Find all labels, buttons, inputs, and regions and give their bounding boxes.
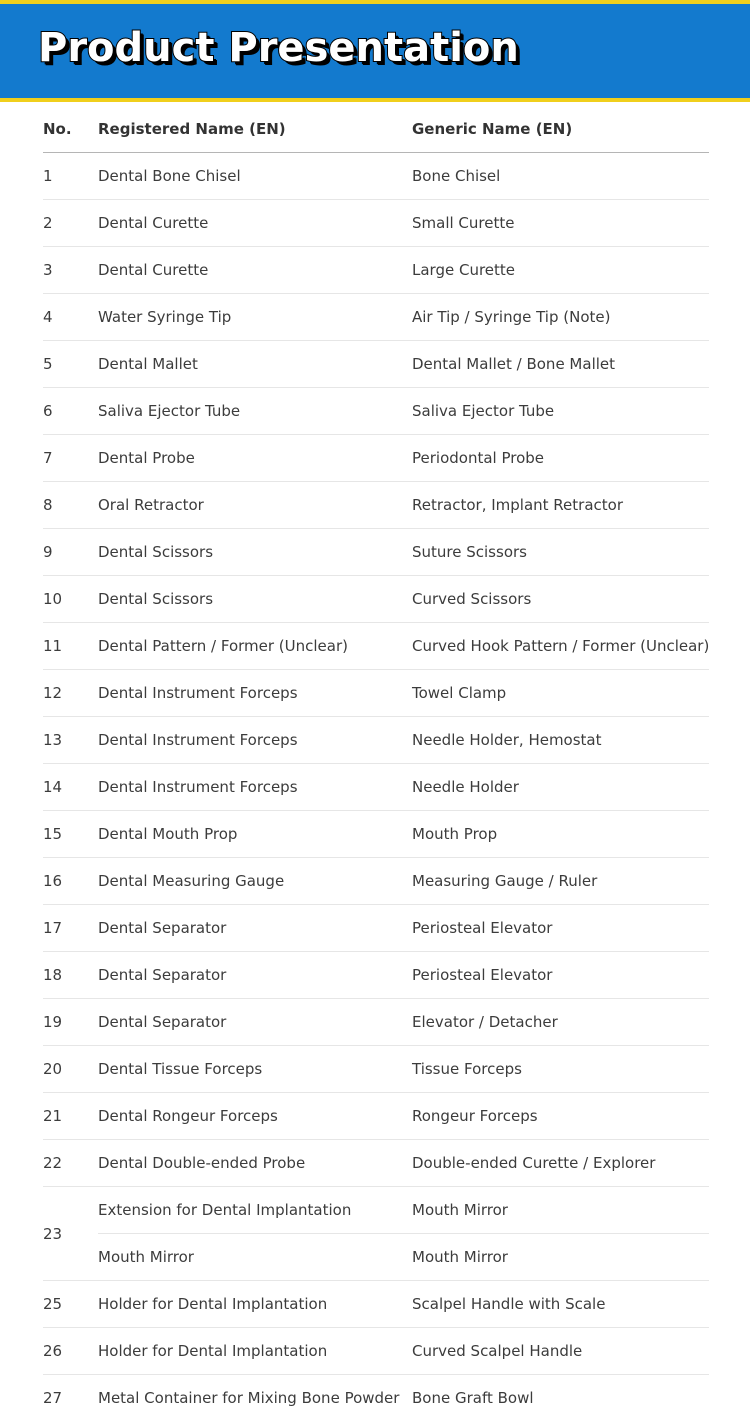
- row-number: 14: [43, 764, 98, 811]
- table-row: [43, 1281, 709, 1328]
- registered-name-cell: Dental Probe: [98, 435, 411, 482]
- table-row: [43, 200, 709, 247]
- table-row: [43, 388, 709, 435]
- registered-name-cell: Dental Scissors: [98, 576, 411, 623]
- registered-name-cell: Saliva Ejector Tube: [98, 388, 411, 435]
- registered-name-cell: Dental Scissors: [98, 529, 411, 576]
- table-row: [43, 999, 709, 1046]
- table-row: [43, 1187, 709, 1234]
- row-number: 3: [43, 247, 98, 294]
- row-number: 15: [43, 811, 98, 858]
- row-number: 5: [43, 341, 98, 388]
- registered-name-cell: Dental Mouth Prop: [98, 811, 411, 858]
- row-number: 27: [43, 1389, 63, 1407]
- registered-name-cell: Holder for Dental Implantation: [98, 1281, 411, 1328]
- registered-name-cell: Holder for Dental Implantation: [98, 1328, 411, 1375]
- row-number: 9: [43, 529, 98, 576]
- registered-name-cell: Dental Separator: [98, 952, 411, 999]
- product-table-container: [43, 106, 709, 1421]
- generic-name-cell: Curved Scalpel Handle: [411, 1328, 709, 1375]
- generic-name-cell: Periodontal Probe: [411, 435, 709, 482]
- header-banner: [0, 0, 750, 102]
- registered-name-cell: Dental Instrument Forceps: [98, 717, 411, 764]
- table-row: [43, 247, 709, 294]
- generic-name-cell: Scalpel Handle with Scale: [411, 1281, 709, 1328]
- table-row: [43, 341, 709, 388]
- generic-name-cell: Mouth Mirror: [411, 1187, 709, 1234]
- table-row: [43, 623, 709, 670]
- registered-name-cell: Mouth Mirror: [98, 1234, 411, 1281]
- table-row: [43, 858, 709, 905]
- row-number: 20: [43, 1046, 98, 1093]
- table-row: [43, 576, 709, 623]
- registered-name-cell: Oral Retractor: [98, 482, 411, 529]
- registered-name-cell: Metal Container for Mixing Bone Powder: [98, 1389, 400, 1407]
- generic-name-cell: Mouth Mirror: [411, 1234, 709, 1281]
- registered-name-cell: Dental Double-ended Probe: [98, 1140, 411, 1187]
- registered-name-cell: Dental Curette: [98, 247, 411, 294]
- generic-name-cell: Needle Holder: [411, 764, 709, 811]
- table-row: [43, 1093, 709, 1140]
- row-number: 23: [43, 1187, 98, 1281]
- row-number: 21: [43, 1093, 98, 1140]
- generic-name-cell: Saliva Ejector Tube: [411, 388, 709, 435]
- product-table: [43, 106, 709, 1421]
- row-number: 13: [43, 717, 98, 764]
- generic-name-cell: Dental Mallet / Bone Mallet: [411, 341, 709, 388]
- generic-name-cell: Double-ended Curette / Explorer: [411, 1140, 709, 1187]
- row-number: 16: [43, 858, 98, 905]
- table-row: [43, 811, 709, 858]
- generic-name-cell: Towel Clamp: [411, 670, 709, 717]
- table-row: [43, 905, 709, 952]
- registered-name-cell: Dental Instrument Forceps: [98, 764, 411, 811]
- table-header-row: [43, 106, 709, 153]
- registered-name-cell: Dental Instrument Forceps: [98, 670, 411, 717]
- table-header: [43, 106, 709, 153]
- row-number: 2: [43, 200, 98, 247]
- table-row: [43, 717, 709, 764]
- generic-name-cell: Needle Holder, Hemostat: [411, 717, 709, 764]
- registered-name-cell: Dental Rongeur Forceps: [98, 1093, 411, 1140]
- registered-name-cell: Dental Separator: [98, 905, 411, 952]
- row-number: 11: [43, 623, 98, 670]
- table-row: [43, 482, 709, 529]
- generic-name-cell: Periosteal Elevator: [411, 952, 709, 999]
- generic-name-cell: Suture Scissors: [411, 529, 709, 576]
- row-number: 25: [43, 1281, 98, 1328]
- table-row: [43, 952, 709, 999]
- generic-name-cell: Mouth Prop: [411, 811, 709, 858]
- generic-name-cell: Retractor, Implant Retractor: [411, 482, 709, 529]
- row-number: 1: [43, 153, 98, 200]
- table-row: [43, 1046, 709, 1093]
- column-header-generic-name: Generic Name (EN): [411, 106, 709, 153]
- registered-name-cell: Dental Curette: [98, 200, 411, 247]
- row-number: 4: [43, 294, 98, 341]
- generic-name-cell: Curved Hook Pattern / Former (Unclear): [411, 623, 709, 670]
- registered-name-cell: Dental Separator: [98, 999, 411, 1046]
- table-row: [43, 670, 709, 717]
- column-header-no: No.: [43, 106, 98, 153]
- registered-name-cell: Dental Tissue Forceps: [98, 1046, 411, 1093]
- generic-name-cell: Bone Graft Bowl: [412, 1389, 534, 1407]
- table-row: [43, 1375, 709, 1422]
- generic-name-cell: Small Curette: [411, 200, 709, 247]
- page-title: Product Presentation: [38, 25, 519, 71]
- table-row: [43, 764, 709, 811]
- generic-name-cell: Periosteal Elevator: [411, 905, 709, 952]
- row-number: 17: [43, 905, 98, 952]
- registered-name-cell: Dental Pattern / Former (Unclear): [98, 623, 411, 670]
- table-row: [43, 294, 709, 341]
- table-row: [43, 153, 709, 200]
- row-number: 8: [43, 482, 98, 529]
- generic-name-cell: Rongeur Forceps: [411, 1093, 709, 1140]
- table-row: [43, 1140, 709, 1187]
- table-row: [43, 435, 709, 482]
- generic-name-cell: Air Tip / Syringe Tip (Note): [411, 294, 709, 341]
- generic-name-cell: Large Curette: [411, 247, 709, 294]
- column-header-registered-name: Registered Name (EN): [98, 106, 411, 153]
- row-number: 26: [43, 1328, 98, 1375]
- registered-name-cell: Extension for Dental Implantation: [98, 1187, 411, 1234]
- generic-name-cell: Tissue Forceps: [411, 1046, 709, 1093]
- generic-name-cell: Measuring Gauge / Ruler: [411, 858, 709, 905]
- generic-name-cell: Elevator / Detacher: [411, 999, 709, 1046]
- generic-name-cell: Bone Chisel: [411, 153, 709, 200]
- row-number: 10: [43, 576, 98, 623]
- generic-name-cell: Curved Scissors: [411, 576, 709, 623]
- table-row: [43, 1328, 709, 1375]
- registered-name-cell: Dental Measuring Gauge: [98, 858, 411, 905]
- table-body: [43, 153, 709, 1422]
- row-number: 22: [43, 1140, 98, 1187]
- row-number: 18: [43, 952, 98, 999]
- row-number: 7: [43, 435, 98, 482]
- table-row: [43, 1234, 709, 1281]
- registered-name-cell: Dental Bone Chisel: [98, 153, 411, 200]
- registered-name-cell: Water Syringe Tip: [98, 294, 411, 341]
- registered-name-cell: Dental Mallet: [98, 341, 411, 388]
- row-number: 12: [43, 670, 98, 717]
- row-number: 19: [43, 999, 98, 1046]
- table-row: [43, 529, 709, 576]
- row-number: 6: [43, 388, 98, 435]
